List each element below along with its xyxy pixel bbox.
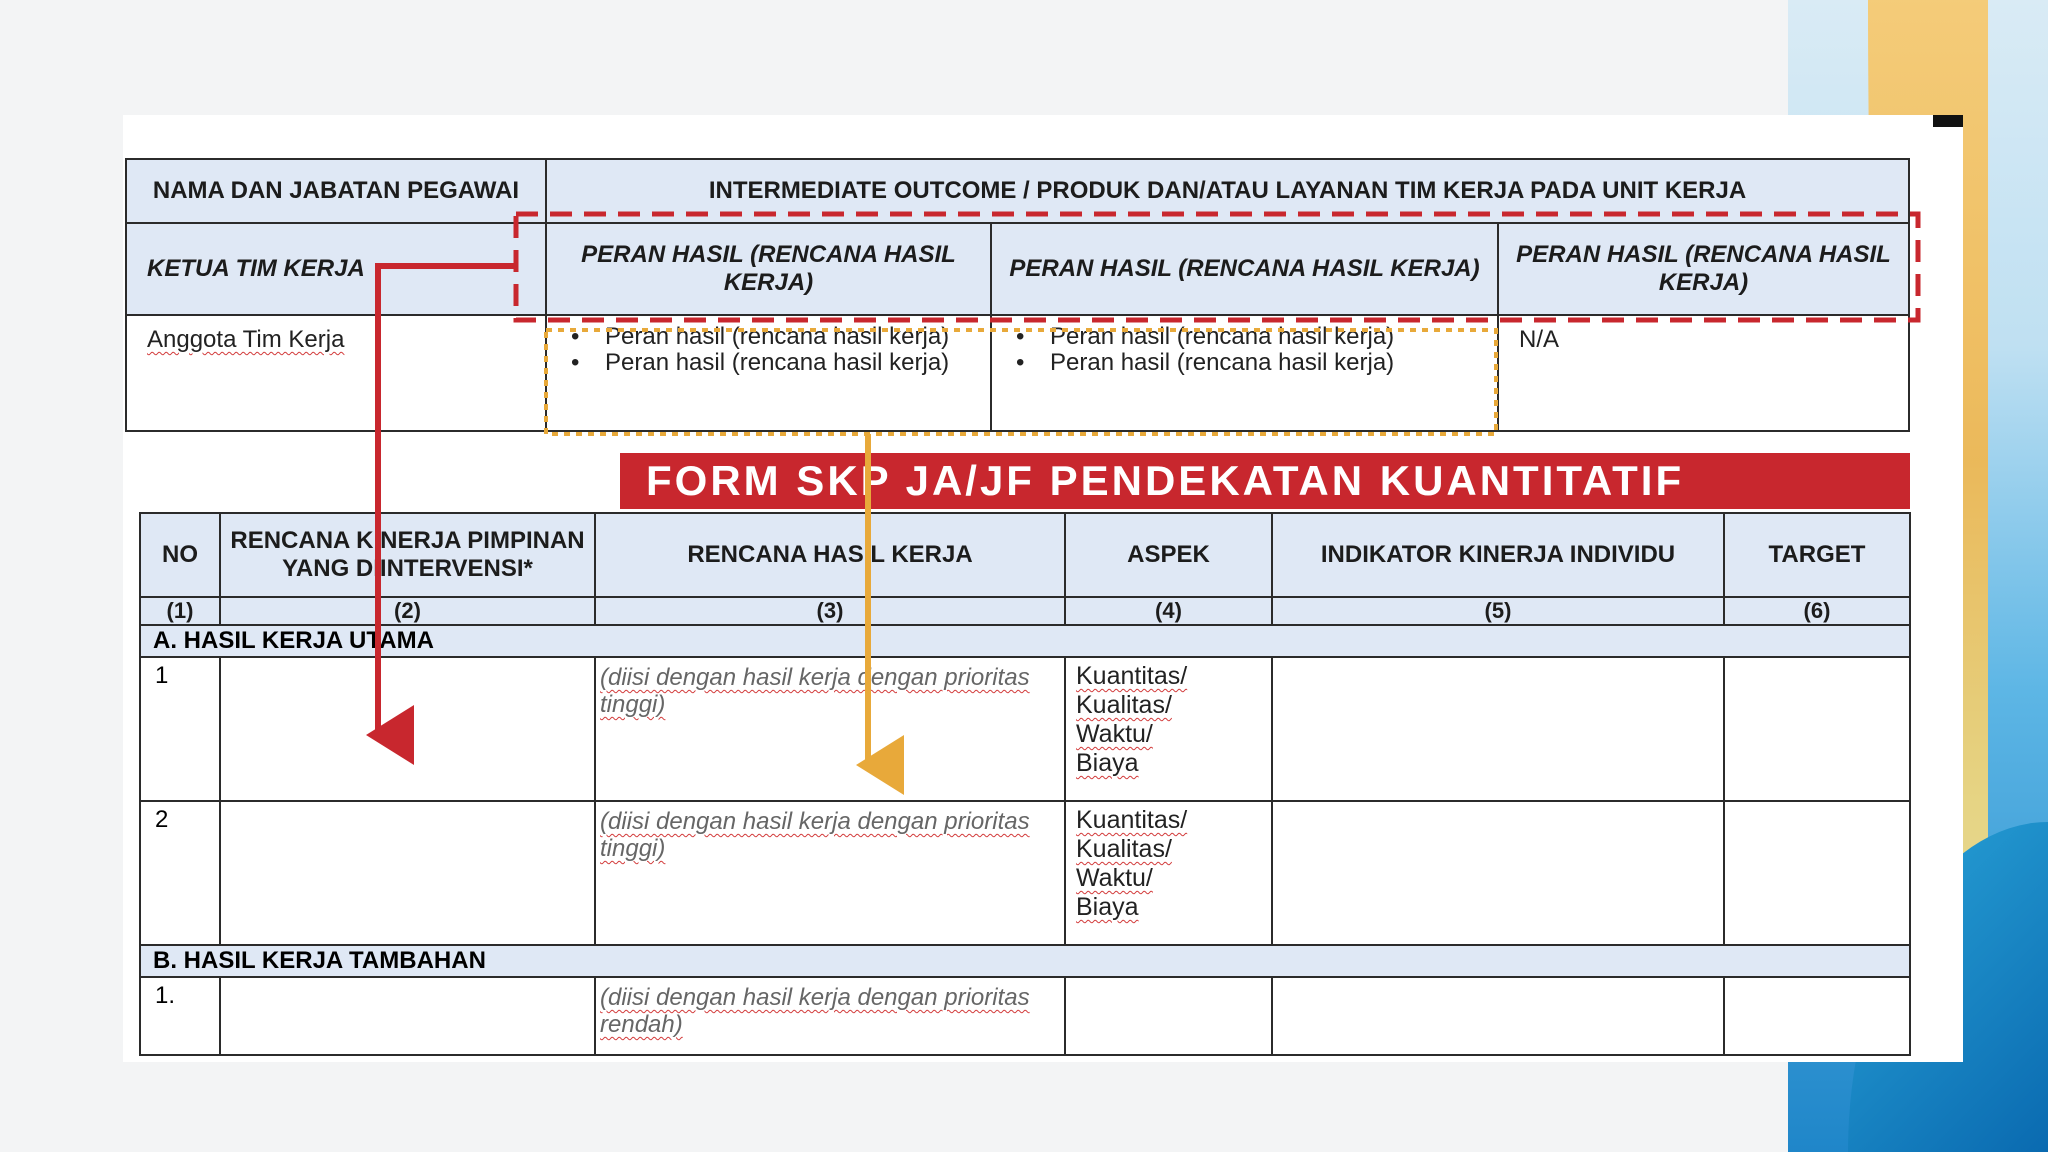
black-mark: [1933, 115, 1963, 127]
leader-plan-cell: [220, 657, 595, 801]
row-number: 1.: [140, 977, 220, 1055]
skp-form-table: [139, 512, 1911, 1056]
indicator-cell: [1272, 657, 1724, 801]
aspect-cell: Kuantitas/ Kualitas/ Waktu/ Biaya: [1065, 657, 1272, 801]
header-intermediate-outcome: INTERMEDIATE OUTCOME / PRODUK DAN/ATAU LAYANAN TIM KERJA PADA UNIT KERJA: [546, 159, 1909, 223]
form-title-banner: FORM SKP JA/JF PENDEKATAN KUANTITATIF: [620, 453, 1910, 509]
bullet-item: • Peran hasil (rencana hasil kerja): [565, 324, 976, 350]
row-number: 2: [140, 801, 220, 945]
table-row: [140, 977, 1910, 1055]
table-row: [140, 657, 1910, 801]
member-roles-col3: N/A: [1498, 315, 1909, 431]
indicator-cell: [1272, 801, 1724, 945]
row-number: 1: [140, 657, 220, 801]
work-plan-placeholder: (diisi dengan hasil kerja dengan prioritas tinggi): [595, 657, 1065, 801]
header-name-position: NAMA DAN JABATAN PEGAWAI: [126, 159, 546, 223]
target-cell: [1724, 657, 1910, 801]
col-number: (5): [1272, 597, 1724, 625]
aspect-cell: [1065, 977, 1272, 1055]
row-label-team-member: Anggota Tim Kerja: [126, 315, 546, 431]
aspect-cell: Kuantitas/ Kualitas/ Waktu/ Biaya: [1065, 801, 1272, 945]
role-header-2: PERAN HASIL (RENCANA HASIL KERJA): [991, 223, 1498, 315]
team-outcome-table: [125, 158, 1910, 432]
work-plan-placeholder: (diisi dengan hasil kerja dengan prioritas rendah): [595, 977, 1065, 1055]
member-roles-col2: [991, 315, 1498, 431]
work-plan-placeholder: (diisi dengan hasil kerja dengan prioritas tinggi): [595, 801, 1065, 945]
header-aspect: ASPEK: [1065, 513, 1272, 597]
role-header-3: PERAN HASIL (RENCANA HASIL KERJA): [1498, 223, 1909, 315]
header-leader-plan: RENCANA KINERJA PIMPINAN YANG DIINTERVENSI*: [220, 513, 595, 597]
bullet-item: • Peran hasil (rencana hasil kerja): [1010, 350, 1483, 376]
section-additional-results: B. HASIL KERJA TAMBAHAN: [140, 945, 1910, 977]
col-number: (2): [220, 597, 595, 625]
leader-plan-cell: [220, 801, 595, 945]
header-indicator: INDIKATOR KINERJA INDIVIDU: [1272, 513, 1724, 597]
leader-plan-cell: [220, 977, 595, 1055]
col-number: (4): [1065, 597, 1272, 625]
role-header-1: PERAN HASIL (RENCANA HASIL KERJA): [546, 223, 991, 315]
member-roles-col1: [546, 315, 991, 431]
target-cell: [1724, 977, 1910, 1055]
row-label-team-leader: KETUA TIM KERJA: [126, 223, 546, 315]
section-main-results: A. HASIL KERJA UTAMA: [140, 625, 1910, 657]
header-no: NO: [140, 513, 220, 597]
bullet-item: • Peran hasil (rencana hasil kerja): [565, 350, 976, 376]
col-number: (3): [595, 597, 1065, 625]
bullet-item: • Peran hasil (rencana hasil kerja): [1010, 324, 1483, 350]
target-cell: [1724, 801, 1910, 945]
header-target: TARGET: [1724, 513, 1910, 597]
col-number: (6): [1724, 597, 1910, 625]
header-work-plan: RENCANA HASIL KERJA: [595, 513, 1065, 597]
table-row: [140, 801, 1910, 945]
indicator-cell: [1272, 977, 1724, 1055]
col-number: (1): [140, 597, 220, 625]
